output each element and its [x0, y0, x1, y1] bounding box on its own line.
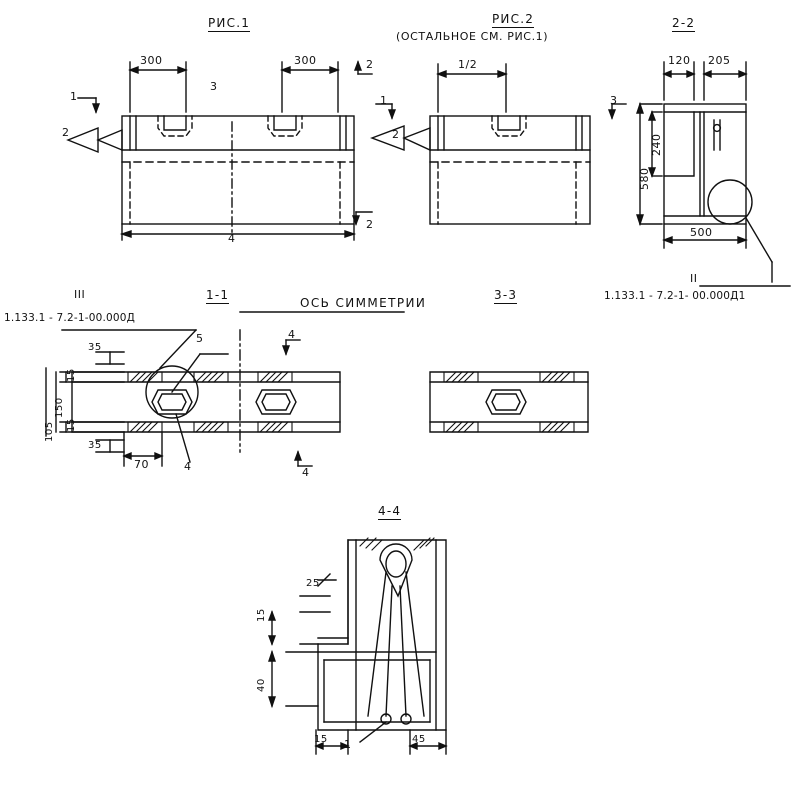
dim-205: 205 [708, 54, 731, 67]
dim-half-length: 1/2 [458, 58, 478, 71]
detail-code-right: 1.133.1 - 7.2-1- 00.000Д1 [604, 290, 746, 302]
dim-15-b: 15 [66, 418, 77, 432]
part-mark-4: 4 [228, 232, 236, 245]
part-mark-5: 5 [196, 332, 204, 345]
part-mark-3: 3 [210, 80, 218, 93]
section-mark-1-left: 1 [70, 90, 78, 103]
fig2-mark-3: 3 [610, 94, 618, 107]
dim-35-bottom: 35 [88, 440, 102, 451]
dim-580: 580 [638, 167, 651, 190]
section-title-2-2: 2-2 [672, 16, 696, 30]
detail-label-III: III [74, 288, 86, 301]
section-mark-2-left: 2 [62, 126, 70, 139]
dim-15-top: 15 [256, 608, 267, 622]
part-mark-1: 1 [344, 738, 352, 751]
section-mark-2-right-bottom: 2 [366, 218, 374, 231]
dim-240: 240 [650, 133, 663, 156]
dim-35-top: 35 [88, 342, 102, 353]
section-title-1-1: 1-1 [206, 288, 230, 302]
part-mark-4-left: 4 [184, 460, 192, 473]
dim-15-bottom: 15 [314, 734, 328, 745]
figure-subtitle-fig2: (ОСТАЛЬНОЕ СМ. РИС.1) [396, 30, 549, 43]
section-title-4-4: 4-4 [378, 504, 402, 518]
detail-code-left: 1.133.1 - 7.2-1-00.000Д [4, 312, 136, 324]
detail-label-II: II [690, 272, 698, 285]
section-mark-2-right-top: 2 [366, 58, 374, 71]
fig2-mark-2: 2 [392, 128, 400, 141]
dim-15-a: 15 [66, 368, 77, 382]
dim-70: 70 [134, 458, 149, 471]
axis-symmetry-label: ОСЬ СИММЕТРИИ [300, 296, 427, 310]
dim-105: 105 [44, 421, 55, 442]
dim-25: 25 [306, 578, 320, 589]
dim-500: 500 [690, 226, 713, 239]
dim-120: 120 [668, 54, 691, 67]
dim-300-left: 300 [140, 54, 163, 67]
section-mark-4-top: 4 [288, 328, 296, 341]
section-mark-4-bottom: 4 [302, 466, 310, 479]
section-title-3-3: 3-3 [494, 288, 518, 302]
figure-title-fig1: РИС.1 [208, 16, 251, 30]
dim-40: 40 [256, 678, 267, 692]
dim-45: 45 [412, 734, 426, 745]
dim-150: 150 [54, 397, 65, 418]
dim-300-right: 300 [294, 54, 317, 67]
figure-title-fig2: РИС.2 [492, 12, 535, 26]
section-mark-1-right: 1 [380, 94, 388, 107]
